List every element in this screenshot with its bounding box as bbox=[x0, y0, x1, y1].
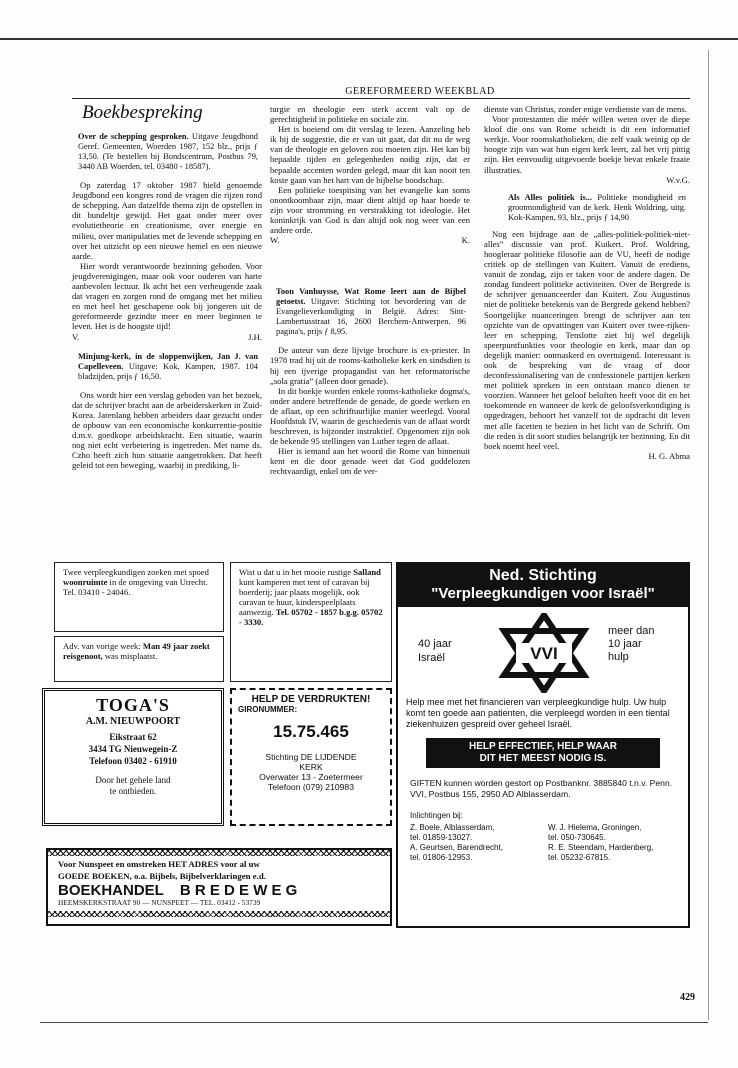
book-title-3: Toon Vanhuysse, Wat Rome leert aan de Bijbel getoetst. bbox=[276, 287, 466, 307]
top-edge-rule bbox=[0, 38, 738, 40]
book-details-2: Uitgave: Kok, Kampen, 1987. 104 bladzijden, prijs ƒ 16,50. bbox=[78, 361, 258, 381]
togas-street: Eikstraat 62 bbox=[109, 732, 157, 742]
review-1-paragraph-1: Op zaterdag 17 oktober 1987 hield genoemde Jeugdbond een kongres rond de vragen die rijzen rond de schepping. Aan datzelfde thema zijn de opstellen in dit bundeltje gewijd. Het gaat onder meer over evolutietheorie en creationisme, over energie en milieu, over manipulaties met de levende schepping en over het uitzicht op een nieuwe hemel en een nieuwe aarde. bbox=[72, 180, 262, 261]
help-giro-number: 15.75.465 bbox=[273, 722, 349, 741]
review-4-paragraph-1: Nog een bijdrage aan de „alles-politiek-politiek-niet-alles” discussie van prof. Kuikert. Prof. Woldring, hoogleraar politieke filosofie aan de VU, heeft de nodige critiek op de stellingen van Kuitert. Vanuit de erediens, vanuit de zondag, zijn er taken voor de andere dagen. De zondag fundeert politieke activiteiten. Over de Bergrede is de schrijver genuanceerder dan Kuitert. Zou Augustinus niet de politieke betekenis van de Bergrede gekend hebben? Soortgelijke nuanceringen brengt de schrijver aan ten opzichte van de opvattingen van Kuitert over twee-rijken-leer en schepping. Tenslotte ziet hij wel degelijk speerpuntfunkties voor theologie en kerk, maar dan op degelijk manier: ontmaskerd en overtuigend. Interessant is ook de bespreking van de vraag of door deconfessionalisering van de confessionele partijen kerken met politiek spreken in een ontstaan manco dienen te voorzien. Wanneer het geloof beloften heeft voor dit en het toekomende en wanneer de kerk de geloofsverkondiging is opgedragen, behoort het vanzelf tot de opdracht dit leven met alle facetten te bezien in het licht van de Schrift. Om die reden is dit soort studies belangrijk ter bezinning. En dit boek noemt heel veel. bbox=[484, 228, 691, 451]
vvi-body: Help mee met het financieren van verpleegkundige hulp. Uw hulp komt ten goede aan patienten, die verpleegd worden in een tiental ziekenhuizen gespreid over geheel Israël. bbox=[406, 697, 670, 729]
review-2-paragraph-4: Een politieke toespitsing van het evangelie kan soms onontkoombaar zijn, maar dient altijd op haar hoede te zijn voor stromming en verstrakking tot ideologie. Het koninkrijk van God is dan altijd ook nog weer van een andere orde. bbox=[270, 184, 470, 236]
book-reference-4 bbox=[484, 193, 690, 223]
vvi-contacts bbox=[398, 799, 688, 863]
ad-woonruimte bbox=[54, 562, 224, 632]
togas-note-2: te ontbieden. bbox=[109, 786, 157, 796]
book-reference-3 bbox=[270, 287, 470, 337]
review-1-paragraph-2: Hier wordt verantwoorde bezinning geboden. Voor jeugdverenigingen, maar ook voor ouderen van harte aanbevolen lectuur. Ik acht het een verheugende zaak dat vragen en zorgen rond de omgang met het milieu en met heel het geschapene ook bij jongeren uit de gereformeerde gezindte meer en meer beginnen te leven. Het is de hoogste tijd! bbox=[72, 260, 262, 332]
vvi-left-text: 40 jaar Israël bbox=[418, 638, 452, 664]
help-address: Overwater 13 - Zoetermeer bbox=[259, 772, 363, 782]
page-number: 429 bbox=[680, 992, 695, 1003]
review-3-signature: W.v.G. bbox=[666, 174, 690, 185]
review-3-paragraph-2: In dit boekje worden enkele rooms-katholieke dogma's, onder andere betreffende de genade, de goede werken en de aflaat, op een schriftuurlijke manier weerlegd. Vooral Hoofdstuk IV, waarin de geschiedenis van de aflaat wordt beschreven, is bijzonder instruktief. Opgenomen zijn ook de bekende 95 stellingen van Luther tegen de aflaat. bbox=[270, 385, 470, 447]
vvi-banner bbox=[398, 564, 688, 607]
ad-salland bbox=[230, 562, 392, 682]
book-details-1: Uitgave Jeugdbond Geref. Gemeenten, Woerden 1987, 152 blz., prijs ƒ 13,50. (Te bestellen bij Bondscentrum, Postbus 79, 3440 AB Woerden, tel. 03480 - 18587). bbox=[78, 132, 258, 172]
boekhandel-name: BOEKHANDEL B R E D E W E G bbox=[58, 882, 298, 899]
column-2 bbox=[270, 104, 470, 477]
book-details-4: Politieke mondigheid en grootmondigheid van de kerk. Henk Woldring, uitg. Kok-Kampen, 93, blz., prijs ƒ 14,90 bbox=[508, 192, 686, 222]
signature-right: K. bbox=[461, 235, 470, 246]
ad-boekhandel bbox=[46, 848, 392, 926]
book-reference-2 bbox=[72, 352, 262, 382]
review-4-signature: H. G. Abma bbox=[648, 450, 690, 461]
book-title-4: Als Alles politiek is... bbox=[508, 192, 592, 202]
vvi-logo-text: VVI bbox=[530, 644, 558, 663]
vvi-info-label: Inlichtingen bij: bbox=[410, 811, 463, 820]
signature-left: V. bbox=[72, 331, 80, 342]
signature-right: J.H. bbox=[248, 331, 262, 342]
boekhandel-line-2: GOEDE BOEKEN, o.a. Bijbels, Bijbelverklaringen e.d. bbox=[58, 871, 266, 881]
vvi-contacts-col-1: Z. Boele, Alblasserdam, tel. 01859-13027. A. Geurtsen, Barendrecht, tel. 01806-12953. bbox=[410, 823, 503, 862]
vvi-right-text: meer dan 10 jaar hulp bbox=[608, 625, 655, 663]
signature-left: W. bbox=[270, 235, 280, 246]
header-rule bbox=[72, 98, 690, 99]
review-3-paragraph-5: Voor protestanten die méér willen weten over de diepe kloof die ons van Rome scheidt is dit een informatief werkje. Voor roomskatholieken, die zelf vaak weinig op de hoogte zijn van wat hun eigen kerk leert, zal het vrij pittig zijn. Het eenvoudig uitgevoerde boekje bevat enkele fraaie illustraties. bbox=[484, 114, 690, 175]
ad-help-verdrukten bbox=[230, 688, 392, 826]
ad-togas bbox=[42, 688, 224, 826]
review-2-signature bbox=[270, 235, 470, 245]
star-of-david-icon bbox=[494, 613, 594, 693]
review-2-paragraph-3: Het is boeiend om dit verslag te lezen. Aanzeling heb ik bij de suggestie, die er van uit gaat, dat dit nu de weg van de theologie en geloven zou moeten zijn. Het kan bij bepaalde tijden en gelegenheden nodig zijn, dat er bepaalde accenten worden gelegd, maar dit kan nooit ten koste gaan van het hart van de bijbelse boodschap. bbox=[270, 124, 470, 185]
ad-woonruimte-text: Twee verpleegkundigen zoeken met spoed woonruimte in de omgeving van Utrecht. Tel. 03410 - 24046. bbox=[63, 567, 209, 597]
review-3-paragraph-3: Hier is iemand aan het woord die Rome van binnenuit kent en die door genade weet dat God goddelozen rechtvaardigt, enkel om de ver- bbox=[270, 446, 470, 477]
help-title: HELP DE VERDRUKTEN! bbox=[251, 694, 371, 705]
ad-correction bbox=[54, 636, 224, 682]
book-details-3: Uitgave: Stichting tot bevordering van de Evangelieverkondiging in België. Adres: Sint-Lambertusstraat 16, 2600 Berchem-Antwerpen. 96 pagina's, prijs ƒ 8,95. bbox=[276, 297, 466, 337]
review-3-paragraph-4: dienste van Christus, zonder enige verdienste van de mens. bbox=[484, 104, 687, 114]
togas-city: 3434 TG Nieuwegein-Z bbox=[88, 744, 178, 754]
ad-vvi bbox=[396, 562, 690, 928]
right-edge-rule bbox=[708, 50, 709, 1020]
page-header: GEREFORMEERD WEEKBLAD bbox=[345, 86, 495, 97]
boekhandel-address: HEEMSKERKSTRAAT 90 — NUNSPEET — TEL. 03412 - 53739 bbox=[58, 898, 261, 907]
help-giro-label: GIRONUMMER: bbox=[238, 705, 298, 714]
column-3 bbox=[484, 104, 690, 461]
review-2-paragraph-1: Ons wordt hier een verslag geboden van het bezoek, dat de schrijver bracht aan de arbeiderskerken in Zuid-Korea. Jarenlang hebben arbeiders daar gezucht onder de opbouw van een economische konkurrentie-positie d.m.v. goedkope arbeidskracht. Een situatie, waarin nog niet echt verbetering is ingetreden. Met name ds. Czho heeft zich hun situatie aangetrokken. Dat heeft geleid tot een beweging, waarbij in prediking, li- bbox=[72, 389, 262, 471]
vvi-giften: GIFTEN kunnen worden gestort op Postbanknr. 3885840 t.n.v. Penn. VVI, Postbus 155, 2950 AD Alblasserdam. bbox=[410, 778, 673, 799]
review-1-signature bbox=[72, 332, 262, 342]
togas-company: A.M. NIEUWPOORT bbox=[85, 716, 181, 727]
boekhandel-body bbox=[48, 856, 390, 911]
review-3-paragraph-1: De auteur van deze lijvige brochure is ex-priester. In 1978 trad hij uit de rooms-katholieke kerk en sindsdien is hij een ijverige propagandist van het reformatorische „sola gratia” (alleen door genade). bbox=[270, 345, 470, 386]
ad-salland-text: Wist u dat u in het mooie rustige Salland kunt kamperen met tent of caravan bij boerderij; jaar plaats mogelijk, ook caravan te huur, kinderspeelplaats aanwezig. Tel. 05702 - 1857 b.g.g. 05702 - 3330. bbox=[239, 567, 383, 627]
vvi-help-banner: HELP EFFECTIEF, HELP WAAR DIT HET MEEST NODIG IS. bbox=[426, 738, 660, 768]
vvi-org: Ned. Stichting bbox=[489, 567, 597, 584]
help-org-line-2: KERK bbox=[299, 762, 323, 772]
book-title-2: Minjung-kerk, in de sloppenwijken, Jan J. van Capelleveen. bbox=[78, 351, 258, 371]
book-title-1: Over de schepping gesproken. bbox=[78, 132, 189, 142]
boekhandel-line-1: Voor Nunspeet en omstreken HET ADRES voor al uw bbox=[58, 859, 260, 869]
togas-note-1: Door het gehele land bbox=[95, 775, 171, 785]
togas-phone: Telefoon 03402 - 61910 bbox=[89, 756, 177, 766]
column-1 bbox=[72, 104, 262, 470]
section-title: Boekbespreking bbox=[82, 102, 203, 123]
bottom-edge-rule bbox=[40, 1022, 708, 1023]
vvi-title: "Verpleegkundigen voor Israël" bbox=[431, 585, 655, 602]
review-2-paragraph-2: turgie en theologie een sterk accent valt op de gerechtigheid in politieke en sociale zin. bbox=[270, 104, 470, 125]
book-reference-1 bbox=[72, 132, 262, 172]
vvi-logo-row bbox=[398, 607, 688, 697]
togas-name: TOGA'S bbox=[96, 695, 170, 715]
help-phone: Telefoon (079) 210983 bbox=[267, 782, 354, 792]
vvi-contacts-col-2: W. J. Hielema, Groningen, tel. 050-730645. R. E. Steendam, Hardenberg, tel. 05232-67815. bbox=[548, 823, 654, 862]
ad-correction-text: Adv. van vorige week: Man 49 jaar zoekt reisgenoot, was misplaatst. bbox=[63, 641, 210, 661]
help-org-line-1: Stichting DE LIJDENDE bbox=[265, 752, 357, 762]
ornamental-border-bottom bbox=[48, 911, 390, 917]
